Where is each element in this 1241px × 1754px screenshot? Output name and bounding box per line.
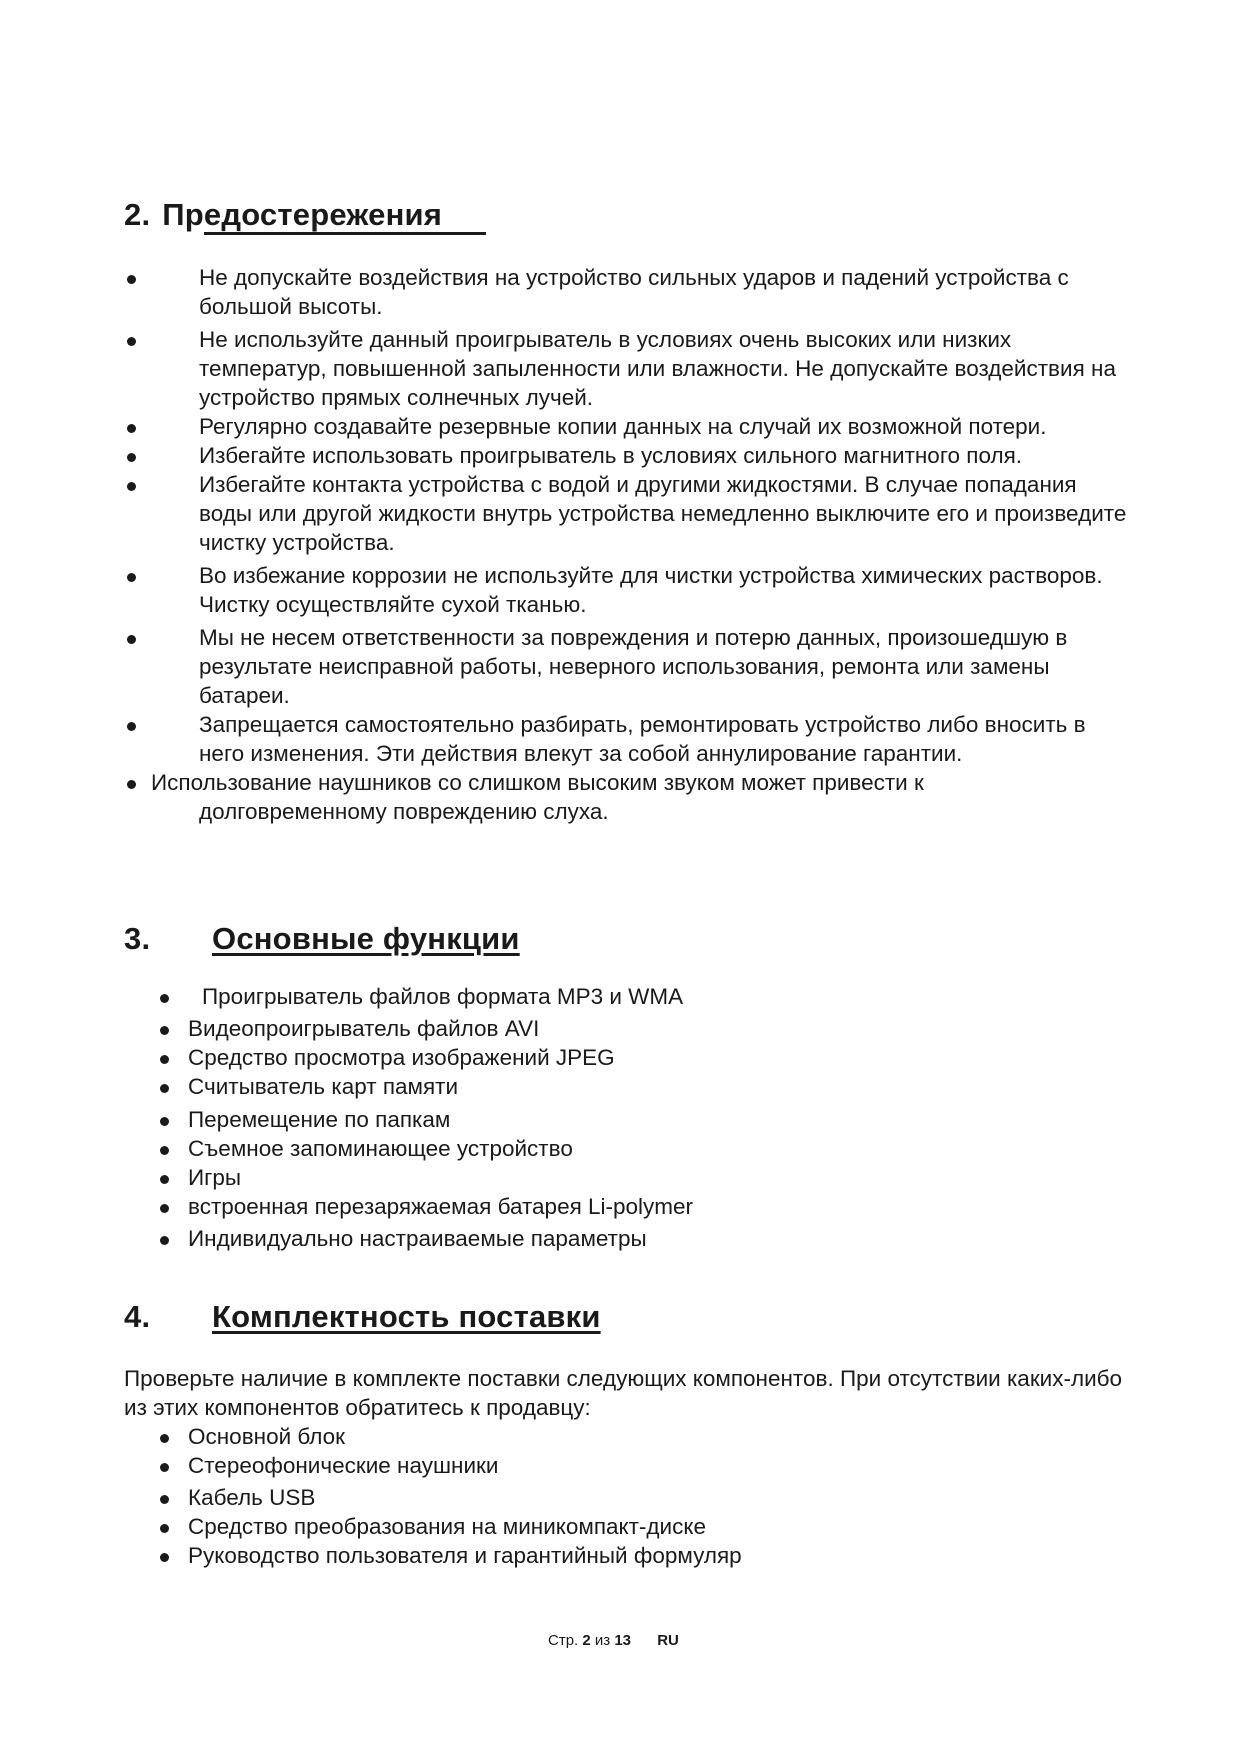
page-prefix: Стр. [548,1632,579,1649]
package-item-text: Кабель USB [188,1485,316,1510]
precaution-text: Избегайте контакта устройства с водой и другими жидкостями. В случае попадания воды или другой жидкости внутрь устройства немедленно выключите его и произведите чистку устройства. [199,472,1127,555]
bullet-icon [160,1434,169,1443]
bullet-icon [127,780,136,789]
list-item [160,1451,742,1480]
package-item-text: Руководство пользователя и гарантийный формуляр [188,1543,742,1568]
precaution-text: Не используйте данный проигрыватель в условиях очень высоких или низких температур, повышенной запыленности или влажности. Не допускайте воздействия на устройство прямых солнечных лучей. [199,327,1116,410]
list-item [160,1422,742,1451]
bullet-icon [127,453,136,462]
list-item [160,1541,742,1570]
package-item-text: Основной блок [188,1424,346,1449]
bullet-icon [160,1553,169,1562]
list-item [160,1014,693,1043]
list-item [124,470,1134,557]
bullet-icon [127,482,136,491]
precaution-text: Запрещается самостоятельно разбирать, ремонтировать устройство либо вносить в него изменения. Эти действия влекут за собой аннулирование гарантии. [199,712,1086,766]
list-item [124,325,1134,412]
list-item [160,1072,693,1101]
package-intro-text: Проверьте наличие в комплекте поставки следующих компонентов. При отсутствии каких-либо из этих компонентов обратитесь к продавцу: [124,1366,1123,1420]
feature-text: Видеопроигрыватель файлов AVI [188,1016,540,1041]
bullet-icon [160,1236,169,1245]
package-item-text: Стереофонические наушники [188,1453,499,1478]
page-of: из [594,1632,611,1649]
bullet-icon [160,1495,169,1504]
list-item [124,623,1134,710]
feature-text: Индивидуально настраиваемые параметры [188,1226,647,1251]
precaution-text: Регулярно создавайте резервные копии данных на случай их возможной потери. [199,414,1047,439]
bullet-icon [160,1055,169,1064]
package-contents-list [160,1422,742,1570]
bullet-icon [160,1026,169,1035]
package-item-text: Средство преобразования на миникомпакт-диске [188,1514,706,1539]
feature-text: Игры [188,1165,242,1190]
list-item [160,1105,693,1134]
list-item [160,1163,693,1192]
precautions-list [124,263,1134,826]
list-item [124,561,1134,619]
feature-text: Съемное запоминающее устройство [188,1136,573,1161]
precaution-text: Не допускайте воздействия на устройство сильных ударов и падений устройства с большой высоты. [199,265,1069,319]
list-item [160,1043,693,1072]
language-code: RU [657,1632,679,1649]
list-item [160,1134,693,1163]
section-4-heading [124,1298,601,1336]
list-item [160,1224,693,1253]
bullet-icon [160,1524,169,1533]
list-item [124,768,1134,826]
precaution-text-continuation: долговременному повреждению слуха. [199,799,609,824]
bullet-icon [127,275,136,284]
list-item [160,1192,693,1221]
bullet-icon [127,635,136,644]
precaution-text: Во избежание коррозии не используйте для чистки устройства химических растворов. Чистку осуществляйте сухой тканью. [199,563,1103,617]
bullet-icon [160,1117,169,1126]
section-3-number: 3. [124,921,151,956]
list-item [160,982,693,1011]
feature-text: Считыватель карт памяти [188,1074,459,1099]
page-current: 2 [582,1632,591,1649]
bullet-icon [127,722,136,731]
feature-text: Средство просмотра изображений JPEG [188,1045,615,1070]
list-item [124,412,1134,441]
section-3-heading [124,920,520,958]
bullet-icon [160,994,169,1003]
precaution-text: Мы не несем ответственности за повреждения и потерю данных, произошедшую в результате неисправной работы, неверного использования, ремонта или замены батареи. [199,625,1068,708]
list-item [124,263,1134,321]
section-2-number: 2. [124,197,151,232]
bullet-icon [127,337,136,346]
bullet-icon [160,1146,169,1155]
feature-text: встроенная перезаряжаемая батарея Li-polymer [188,1194,694,1219]
feature-text: Проигрыватель файлов формата MP3 и WMA [202,984,684,1009]
bullet-icon [160,1175,169,1184]
section-2-heading [124,196,486,235]
section-2-title-underlined: едостережения [204,198,486,235]
list-item [124,441,1134,470]
features-list [160,982,693,1253]
precaution-text-first-line: Использование наушников со слишком высоким звуком может привести к [151,770,924,795]
bullet-icon [127,424,136,433]
bullet-icon [160,1463,169,1472]
list-item [124,710,1134,768]
page-total: 13 [614,1632,632,1649]
bullet-icon [160,1084,169,1093]
section-4-title: Комплектность поставки [212,1299,601,1334]
bullet-icon [160,1204,169,1213]
feature-text: Перемещение по папкам [188,1107,451,1132]
list-item [160,1483,742,1512]
precaution-text: Избегайте использовать проигрыватель в условиях сильного магнитного поля. [199,443,1023,468]
section-3-title: Основные функции [212,921,520,956]
bullet-icon [127,573,136,582]
section-4-number: 4. [124,1299,151,1334]
page-footer [548,1632,679,1650]
section-2-title-prefix: Пр [162,197,204,232]
list-item [160,1512,742,1541]
